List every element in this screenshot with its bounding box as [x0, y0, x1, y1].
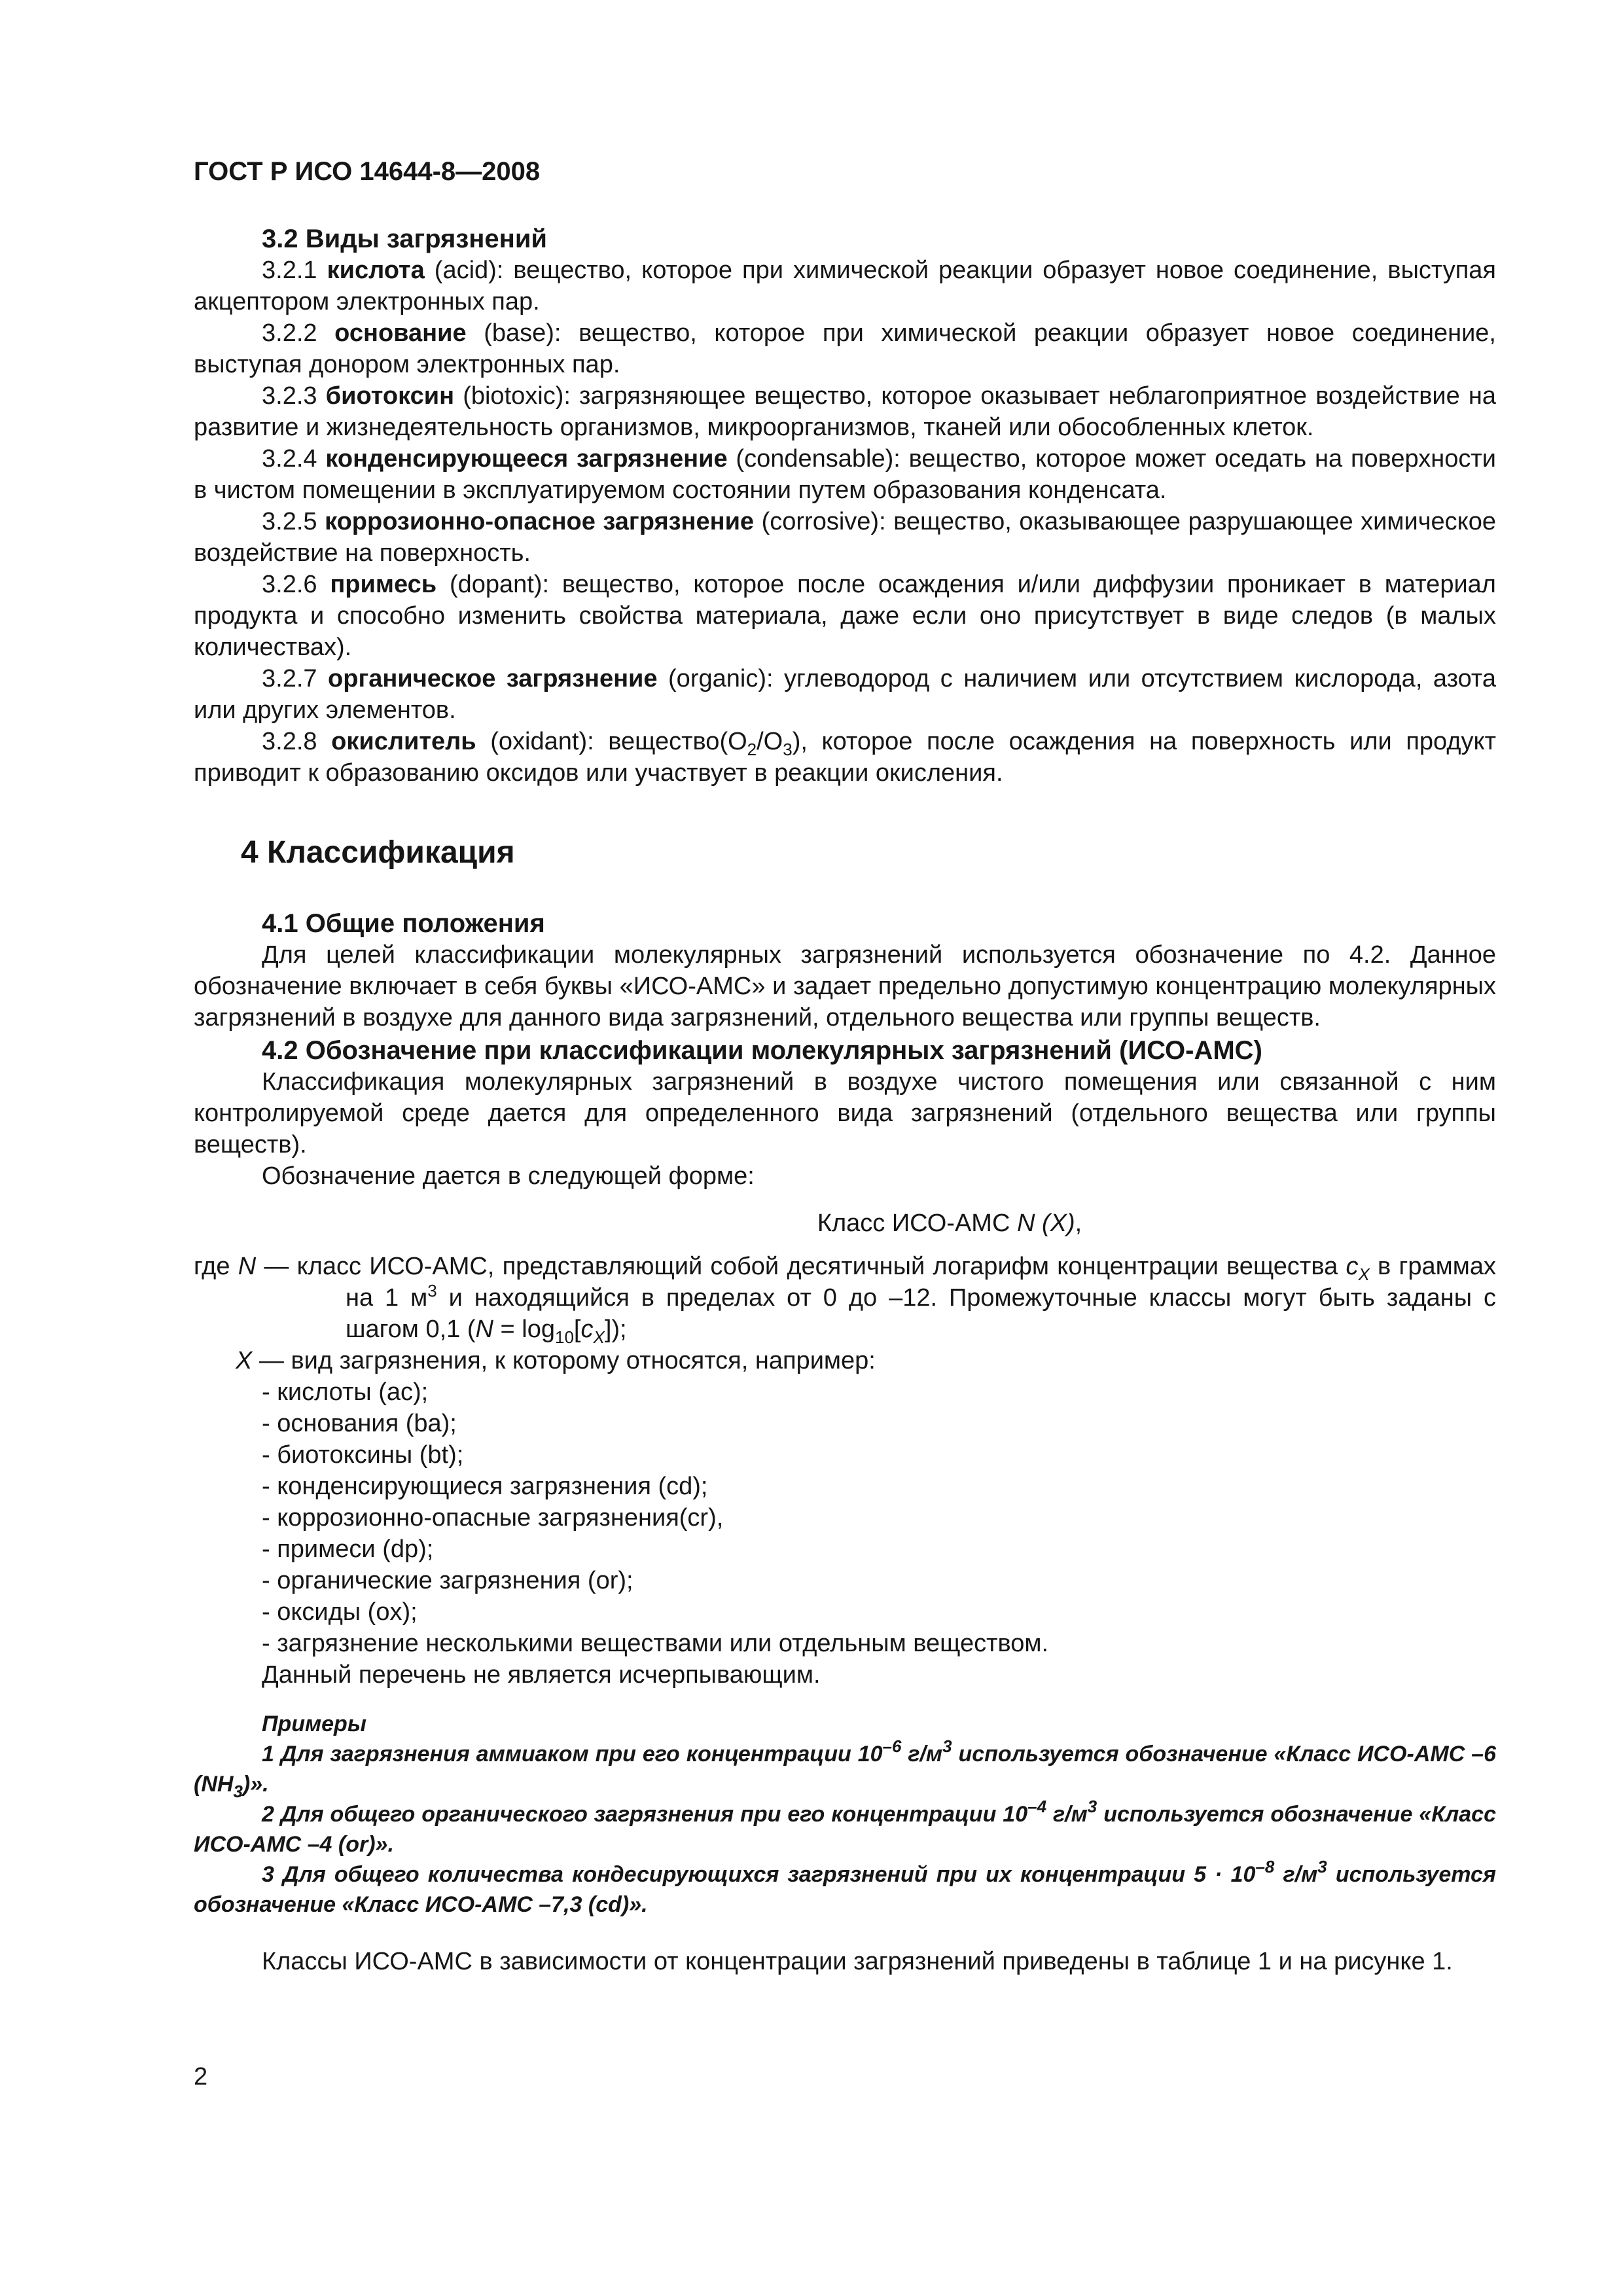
definition-number: 3.2.1 — [262, 257, 317, 284]
designation-formula: Класс ИСО-АМС N (X), — [817, 1210, 1082, 1237]
definition-text: (base): вещество, которое при химической реакции образует новое соединение, выступая донором электронных пар. — [194, 319, 1496, 378]
definition-3-2-7 — [194, 663, 1496, 726]
section-4-1-title: 4.1 Общие положения — [262, 909, 545, 938]
list-item: - кислоты (ac); — [262, 1378, 429, 1406]
list-item: - конденсирующиеся загрязнения (cd); — [262, 1473, 708, 1500]
definition-number: 3.2.8 — [262, 728, 317, 755]
definition-3-2-2 — [194, 317, 1496, 380]
definition-number: 3.2.3 — [262, 382, 317, 410]
section-4-2-title: 4.2 Обозначение при классификации молекулярных загрязнений (ИСО-АМС) — [262, 1036, 1262, 1065]
list-item: - примеси (dp); — [262, 1535, 434, 1563]
definition-3-2-1 — [194, 255, 1496, 317]
classes-reference-text: Классы ИСО-АМС в зависимости от концентрации загрязнений приведены в таблице 1 и на рисунке 1. — [262, 1948, 1453, 1975]
definition-3-2-4 — [194, 443, 1496, 506]
definition-term: кислота — [327, 257, 425, 284]
list-item: - основания (ba); — [262, 1410, 457, 1437]
definition-text: (dopant): вещество, которое после осаждения и/или диффузии проникает в материал продукта и способно изменить свойства материала, даже если оно присутствует в виде следов (в малых количествах). — [194, 571, 1496, 661]
definition-text: (corrosive): вещество, оказывающее разрушающее химическое воздействие на поверхность. — [194, 508, 1497, 567]
definition-number: 3.2.6 — [262, 571, 317, 598]
contamination-types-list — [194, 1376, 1496, 1659]
not-exhaustive-note: Данный перечень не является исчерпывающим. — [262, 1661, 821, 1689]
document-header: ГОСТ Р ИСО 14644-8—2008 — [194, 157, 541, 186]
definition-3-2-8: 3.2.8 окислитель (oxidant): $вещество(O_2/O_3)$, которое после осаждения на поверхность или продукт приводит к образованию оксидов или участвует в реакции окисления. — [194, 728, 1496, 787]
definition-term: органическое загрязнение — [328, 665, 658, 692]
example-1: 1 Для загрязнения аммиаком при его концентрации $10^{-6}$ $г/м^3$ используется обозначение «Класс ИСО-АМС –6 $(NH_3)$». — [194, 1736, 1496, 1801]
example-2: 2 Для общего органического загрязнения при его концентрации $10^{-4}$ $г/м^3$ используется обозначение «Класс ИСО-АМС –4 (or)». — [194, 1797, 1496, 1857]
where-x-definition: X — вид загрязнения, к которому относятся, например: — [236, 1347, 876, 1374]
section-4-1-text: Для целей классификации молекулярных загрязнений используется обозначение по 4.2. Данное обозначение включает в себя буквы «ИСО-АМС» и задает предельно допустимую концентрацию молекулярных загрязнений в воздухе для данного вида загрязнений, отдельного вещества или группы веществ. — [194, 941, 1496, 1031]
definition-3-2-6 — [194, 569, 1496, 663]
list-item: - органические загрязнения (or); — [262, 1567, 633, 1594]
definitions-list — [194, 255, 1496, 726]
list-item: - загрязнение несколькими веществами или отдельным веществом. — [262, 1630, 1049, 1657]
list-item: - коррозионно-опасные загрязнения(cr), — [262, 1504, 724, 1532]
definition-text: (organic): углеводород с наличием или отсутствием кислорода, азота или других элементов. — [194, 665, 1496, 724]
definition-term: окислитель — [331, 728, 476, 755]
list-item: - оксиды (ox); — [262, 1598, 418, 1626]
definition-term: примесь — [330, 571, 437, 598]
document-page — [194, 156, 1496, 1977]
definition-3-2-3 — [194, 380, 1496, 443]
section-3-2-title: 3.2 Виды загрязнений — [262, 224, 547, 253]
definition-term: основание — [334, 319, 467, 347]
section-4-title: 4 Классификация — [241, 835, 515, 870]
page-number: 2 — [194, 2063, 208, 2090]
definition-term: конденсирующееся загрязнение — [325, 445, 728, 473]
definition-number: 3.2.2 — [262, 319, 317, 347]
section-4-2-text: Классификация молекулярных загрязнений в воздухе чистого помещения или связанной с ним контролируемой среде дается для определенного вида загрязнений (отдельного вещества или группы веществ). — [194, 1068, 1496, 1158]
definition-number: 3.2.4 — [262, 445, 317, 473]
definition-text: (biotoxic): загрязняющее вещество, которое оказывает неблагоприятное воздействие на развитие и жизнедеятельность организмов, микроорганизмов, тканей или обособленных клеток. — [194, 382, 1496, 441]
form-intro: Обозначение дается в следующей форме: — [262, 1162, 755, 1190]
example-3: 3 Для общего количества кондесирующихся загрязнений при их концентрации $5 \cdot 10^{-8}$ $г/м^3$ используется обозначение «Класс ИСО-АМС –7,3 (cd)». — [194, 1857, 1496, 1917]
definition-term: биотоксин — [325, 382, 455, 410]
where-n-definition: где N — класс ИСО-АМС, представляющий собой десятичный логарифм концентрации вещества $c_X$ в граммах на 1 $м^3$ и находящийся в пределах от 0 до –12. Промежуточные классы могут быть заданы с шагом 0,1 $(N = \log_{10}[c_X])$; — [194, 1253, 1496, 1347]
definition-number: 3.2.7 — [262, 665, 317, 692]
definition-number: 3.2.5 — [262, 508, 317, 535]
definition-text: (acid): вещество, которое при химической реакции образует новое соединение, выступая акцептором электронных пар. — [194, 257, 1496, 315]
list-item: - биотоксины (bt); — [262, 1441, 464, 1469]
definition-term: коррозионно-опасное загрязнение — [325, 508, 755, 535]
definition-3-2-5 — [194, 506, 1496, 569]
examples-title: Примеры — [262, 1712, 366, 1736]
definition-text: (condensable): вещество, которое может оседать на поверхности в чистом помещении в эксплуатируемом состоянии путем образования конденсата. — [194, 445, 1497, 504]
